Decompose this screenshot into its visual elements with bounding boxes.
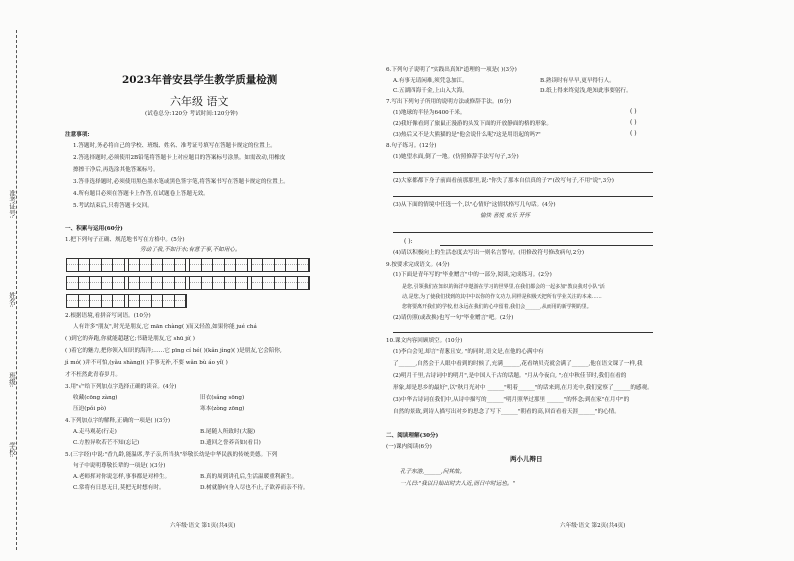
passage-title: 两小儿辩日 [510,455,543,463]
q9-part-1: (1)下面是青年写的"毕业赠言"中的一部分,阅读,完成练习。(2分) [393,272,552,278]
question-10: 10.课文内容回顾填空。(10分) [386,338,463,344]
q8-answer-line-4[interactable] [440,245,653,246]
question-3: 3.用"√"给下列加点字选择正确的读音。(4分) [65,384,177,390]
question-4: 4.下列加点字的解释,正确的一项是( )(3分) [65,418,171,424]
question-1-sentence: 劳动了我,不如汗水;有意于事,不如用心。 [140,247,241,253]
q3-item-2[interactable]: 旧衣(sǎng sōng) [200,395,245,401]
q10-line-5: (3)中华古诗词在我们中,从诗中描写的______"明月照华过那里 ______"的怀念;到在家"在月中"的 [393,397,630,403]
q8-item-3: (3)从下面的情境中任选一个,以"心情好"这情状格写几句话。(4分) [393,202,556,208]
question-2-line-4: jì mó( )并不可怕,(yǎu shàng)( )手事无补,不要 wǎn bù áo yǐ( ) [65,360,228,366]
notice-4: 4.所有题目必须在答题卡上作答,在试题卷上答题无效。 [73,191,209,197]
q3-item-3[interactable]: 压迫(pǒi pò) [73,406,107,412]
question-7: 7.写出下列句子所用的说明方法或修辞手法。(6分) [386,99,512,105]
question-6: 6.下列句子说明了"实践出真知"道理的一项是( )(3分) [386,67,517,73]
writing-grid-row-2[interactable] [66,276,310,290]
q7-item-2: (2)我好像看到了旅鼠正漫游的头发下面的开放静面的格的形象。 [393,121,552,127]
q9-answer-line[interactable] [393,332,653,333]
q8-answer-line-3[interactable] [393,232,653,233]
q10-line-3: (2)明月千里,古诗词中的明月",是中国人千古的话题。"月从今夜白, ";在中秋佳节时,我们在看的 [393,373,627,379]
page-2-footer: 六年级·语文 第2页(共4页) [560,523,626,529]
q9-quote-1: 是您,引领我们在知识的海洋中遨游在学习的世界里,在我们都会的一起多加"教良我对小队"活 [402,284,605,290]
class-label: 班级: [8,372,16,388]
question-5-cont: 句子中说明尊敬长辈的一项是( )(3分) [73,463,166,469]
q10-line-6: 自然的景致,到诗人描写出对乡的思念了写下______"朝看的高,回首看看天涯______"的心情。 [393,409,620,415]
q7-answer-3[interactable]: ( ) [630,130,637,137]
q7-item-1: (1)地球的半径为6400千米。 [393,110,466,116]
question-2-line-1: 人有许多"朋友",时光是朋友,它 mān chàng( )而又轻盈,如果你能 jué chá [73,324,257,330]
q8-item-4: (4)请以积极向上的生活态度去写出一则名言警句。(用修改符号修改病句,2分) [393,250,585,256]
question-9: 9.按要求完成语文。(4分) [386,262,450,268]
q10-line-2: 了______,自然会于人眼中看到的时候了,充满______,花看纳贝壳就会满了______,他在语文课了一样,我 [393,361,643,367]
q8-choices: 愉快 喜悦 欢乐 开怀 [480,213,531,219]
passage-line-1: 孔子东游,______,问其故。 [400,469,466,475]
notice-3: 3.答非选择题时,必须使用黑色墨水笔或黑色签字笔,将答案书写在答题卡规定的位置上。 [73,179,289,185]
writing-grid-row-1[interactable] [66,258,310,272]
q6-option-b[interactable]: B.熟读时有早早,更早得行人。 [540,78,615,84]
binding-strip [4,30,24,550]
question-8: 8.句子练习。(12分) [386,143,437,149]
q4-option-a[interactable]: A.走马观花(行走) [73,429,117,435]
time-info: (试卷总分:120分 考试时间:120分钟) [145,111,238,117]
q7-answer-1[interactable]: ( ) [630,108,637,115]
notice-2: 2.答选择题时,必须使用2B铅笔将答题卡上对应题目的答案标号涂黑。如需改动,用橡皮 [73,155,286,161]
notice-2b: 擦擦干净后,再选涂其他答案标号。 [73,167,159,173]
name-label: 姓名: [8,292,16,308]
section-1-heading: 一、积累与运用(60分) [65,226,123,232]
q9-part-2: (2)请仿照(或改换)也写一句"毕业赠言"吧。(2分) [393,315,514,321]
reading-sub-1: (一)课内阅读(6分) [386,444,432,450]
question-1: 1.把下列句子正确、规范地书写在方格中。(5分) [65,237,185,243]
q4-option-c[interactable]: C.方腔异吹若芒不知(忘记) [73,440,140,446]
question-2: 2.根据语境,看拼音写词语。(10分) [65,313,151,319]
question-2-line-2: ( )到它的奔跑,你就能超越它;书籍是朋友,它 shū jí( ) [65,336,195,342]
q8-answer-line-2[interactable] [393,196,653,197]
q4-option-b[interactable]: B.尾随人所致时(大腿) [200,429,256,435]
q8-answer-paren[interactable]: ( ): [404,238,413,245]
q8-item-2: (2)大家都都下身子前面看前那那里,说:"你失了那本自信真的子?"(改写句子,不用"说",3分) [393,178,614,184]
q10-line-4: 形象,却是思乡的最好",以"秋月光对中 ______"明着______"的话来到,在月光中,我们觉察了______的感观。 [393,385,653,391]
q8-answer-line-1[interactable] [393,172,653,173]
question-2-line-5: 才不枉然此青春岁月。 [65,372,121,378]
q4-option-d[interactable]: D.遗回之誉养音如(看目) [200,440,261,446]
passage-line-2: 一儿曰:"我以日始出时去人近,而日中时远也。" [400,481,516,487]
q5-option-c[interactable]: C.常将有日思无日,莫把无时想有时。 [73,485,165,491]
q10-line-1: (1)李白会见,却言"青葱且安, "的同时,语文是,在他的心满中有 [393,349,544,355]
q9-quote-2: 动,是您,为了使我们找到的其中中以你的作文功力,同样是积极天把所有学业关注的本来…… [402,294,602,300]
q3-item-4[interactable]: 寒本(zòng zōng) [200,406,245,412]
q7-answer-2[interactable]: ( ) [630,119,637,126]
q6-option-a[interactable]: A.有事无请闲难,须凭急加江。 [393,78,468,84]
notice-5: 5.考试结束后,只将答题卡交回。 [73,203,153,209]
q5-option-a[interactable]: A.老师挥对你说怎样,事事都是对样生。 [73,474,171,480]
question-2-line-3: ( )着它的魅力,把你领入知识的海洋;……它 pīng cí hé( )(kǎn jìng)( )是朋友,它会陪你, [65,348,282,354]
q5-option-d[interactable]: D.树就静向身人尽也不止,子欲养而亲不待。 [200,485,309,491]
grade-subject: 六年级 语文 [170,95,229,108]
writing-grid-row-3[interactable] [66,294,187,308]
exam-number-label: 准考证号: [8,190,16,219]
question-5: 5.(三字经)中说:"香九龄,能温席,孝子亲,所当执"举敬长幼是中华民族的传统美德。下列 [65,452,278,458]
q6-option-d[interactable]: D.纸上得来终觉浅,绝知此事要躬行。 [540,88,632,94]
page-1-footer: 六年级·语文 第1页(共4页) [170,523,236,529]
school-label: 学校: [8,442,16,458]
q6-option-c[interactable]: C.五湖四海千金,上山入大海。 [393,88,468,94]
q7-item-3: (3)热后又不是大熊猫的是"他会说什么呢?这是用语起的吗?" [393,132,541,138]
q8-item-1: (1)她望水面,倒了一地。(仿照修辞手法写句子,3分) [393,154,519,160]
q5-option-b[interactable]: B.真的周到讲孔后,生活温暖重利新生。 [200,474,298,480]
exam-title: 2023年普安县学生教学质量检测 [122,74,278,86]
binding-dashed-line [16,30,17,550]
q9-quote-3: 您将要离开我们的学校,但永远在我们的心中留着,我们会______,从而用的新学期的里。 [402,304,592,310]
notice-heading: 注意事项: [65,132,90,138]
q3-item-1[interactable]: 收藏(cōng zàng) [73,395,118,401]
notice-1: 1.答题时,务必将自己的学校、班级、姓名、准考证号填写在答题卡规定的位置上。 [73,143,276,149]
section-2-heading: 二、阅读理解(30分) [386,433,439,439]
